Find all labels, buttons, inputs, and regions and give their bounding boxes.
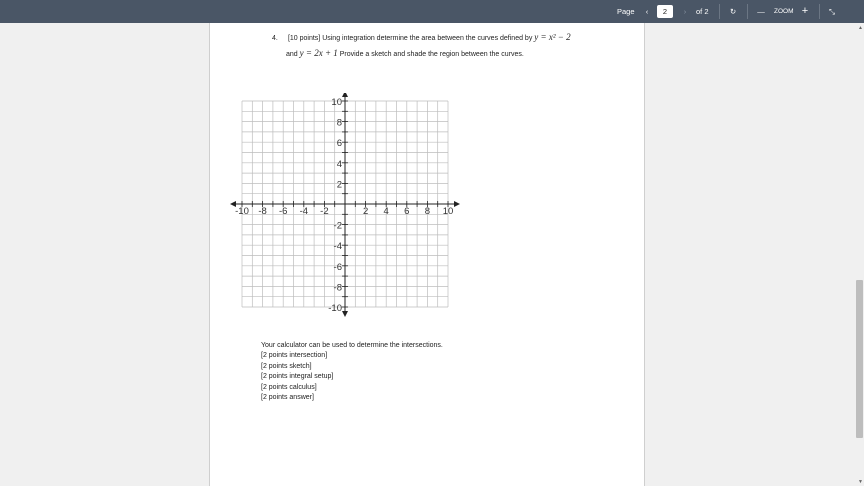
x-tick-label: -10 (235, 206, 249, 217)
zoom-label: ZOOM (774, 8, 794, 15)
x-tick-label: -2 (320, 206, 329, 217)
y-axis-arrow-down (342, 311, 348, 317)
question-text (272, 30, 571, 62)
zoom-in-button[interactable]: + (801, 5, 809, 17)
x-tick-label: 4 (383, 206, 389, 217)
y-tick-label: 4 (336, 158, 342, 170)
x-tick-label: -8 (258, 206, 267, 217)
next-page-button[interactable]: › (683, 7, 687, 16)
document-page (209, 23, 645, 486)
y-tick-label: -6 (333, 261, 342, 273)
x-tick-label: 8 (424, 206, 431, 217)
y-tick-label: -10 (328, 303, 342, 314)
y-tick-label: -8 (333, 282, 342, 294)
y-tick-label: 2 (336, 179, 342, 191)
page-label: Page (617, 7, 635, 16)
x-axis-arrow-right (454, 201, 460, 207)
scroll-down-icon[interactable]: ▼ (858, 479, 863, 485)
toolbar-divider (747, 4, 748, 19)
question-number: 4. (272, 35, 278, 42)
and-label: and (286, 51, 298, 58)
document-viewer (0, 23, 864, 486)
scrollbar-thumb[interactable] (856, 280, 863, 438)
grading-notes (261, 341, 443, 403)
notes-intro: Your calculator can be used to determine the intersections. (261, 342, 443, 349)
toolbar-divider (819, 4, 820, 19)
toolbar-divider (719, 4, 720, 19)
previous-page-button[interactable]: ‹ (645, 7, 649, 16)
x-tick-label: 2 (362, 206, 369, 217)
vertical-scrollbar[interactable] (855, 23, 864, 486)
x-tick-label: 10 (442, 206, 454, 217)
y-tick-label: 10 (331, 97, 342, 108)
y-tick-label: 6 (336, 138, 342, 150)
scroll-up-icon[interactable]: ▲ (858, 25, 863, 31)
note-item: [2 points answer] (261, 394, 314, 402)
y-tick-label: -2 (333, 220, 342, 232)
page-count-label: of 2 (696, 7, 709, 16)
coordinate-grid (228, 93, 464, 323)
question-prompt: [10 points] Using integration determine the area between the curves defined by (287, 35, 533, 42)
note-item: [2 points integral setup] (261, 373, 334, 381)
page-number-input[interactable]: 2 (657, 5, 673, 18)
y-tick-label: -4 (333, 241, 342, 253)
y-axis-arrow-up (342, 93, 348, 97)
x-tick-label: -6 (278, 206, 288, 217)
question-instructions: Provide a sketch and shade the region between the curves. (339, 51, 524, 58)
x-tick-label: -4 (299, 206, 309, 217)
note-item: [2 points intersection] (261, 352, 328, 360)
viewer-toolbar (0, 0, 864, 23)
x-tick-label: 6 (404, 206, 410, 217)
y-tick-label: 8 (336, 117, 342, 129)
note-item: [2 points sketch] (261, 362, 312, 370)
fullscreen-icon[interactable]: ⤡ (829, 7, 835, 16)
note-item: [2 points calculus] (261, 383, 317, 391)
curve-1-equation: y = x² − 2 (534, 32, 571, 42)
curve-2-equation: y = 2x + 1 (299, 48, 338, 58)
zoom-out-button[interactable]: — (757, 7, 765, 16)
rotate-icon[interactable]: ↻ (729, 7, 737, 16)
